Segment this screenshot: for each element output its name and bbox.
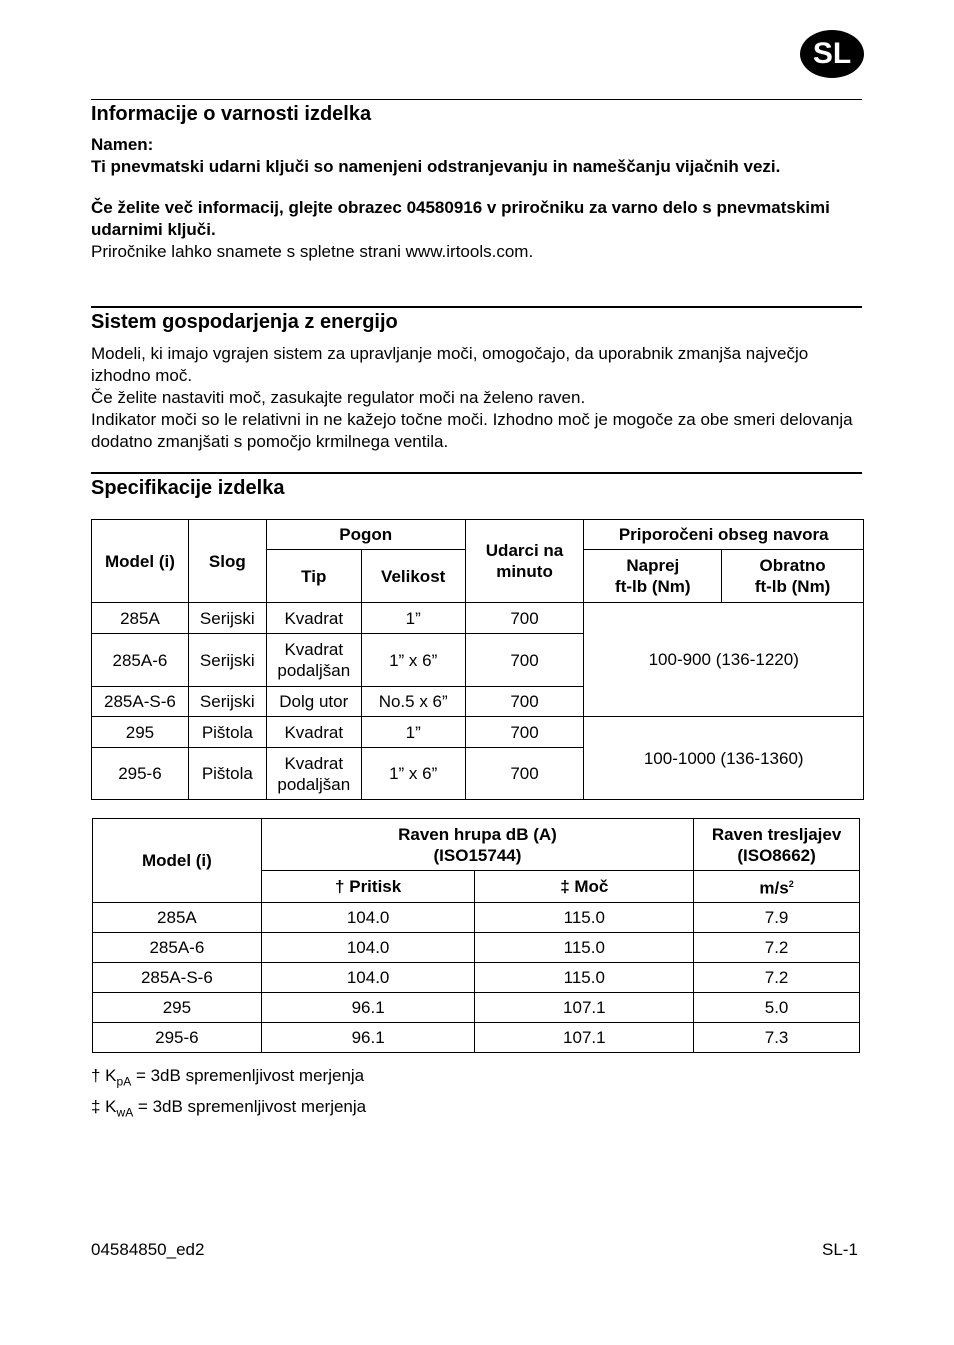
table-row: [92, 717, 864, 748]
cell-slog: Serijski: [188, 687, 266, 717]
energy-paragraph-3: Indikator moči so le relativni in ne kažejo točne moči. Izhodno moč je mogoče za obe smeri delovanja dodatno zmanjšati s pomočjo krmilnega ventila.: [91, 410, 853, 451]
cell-udarci: 700: [465, 603, 584, 634]
cell-model: 285A-6: [92, 634, 189, 687]
energy-section: [91, 343, 866, 453]
cell-velikost: 1” x 6”: [361, 634, 465, 687]
spec-table: [91, 519, 864, 800]
cell-tip: Kvadrat podaljšan: [266, 634, 361, 687]
cell-pressure: 96.1: [261, 993, 475, 1023]
footnotes: [91, 1063, 366, 1126]
cell-vibration: 7.3: [694, 1023, 860, 1053]
header-velikost: Velikost: [361, 550, 465, 603]
cell-model: 295-6: [92, 748, 189, 800]
spec-heading: Specifikacije izdelka: [91, 477, 285, 499]
table-row: [93, 993, 860, 1023]
section-divider: [91, 306, 862, 308]
cell-model: 295: [92, 717, 189, 748]
cell-model: 285A: [92, 603, 189, 634]
cell-udarci: 700: [465, 717, 584, 748]
noise-table: [92, 818, 860, 1053]
namen-text: Ti pnevmatski udarni ključi so namenjeni odstranjevanju in nameščanju vijačnih vezi.: [91, 157, 781, 176]
info-bold-text: Če želite več informacij, glejte obrazec 04580916 v priročniku za varno delo s pnevmatskimi udarnimi ključi.: [91, 198, 830, 239]
cell-vibration: 7.2: [694, 963, 860, 993]
cell-model: 285A-S-6: [93, 963, 262, 993]
cell-model: 285A-S-6: [92, 687, 189, 717]
cell-model: 285A-6: [93, 933, 262, 963]
cell-slog: Pištola: [188, 717, 266, 748]
section-divider: [91, 472, 862, 474]
header-slog: Slog: [188, 520, 266, 603]
cell-slog: Pištola: [188, 748, 266, 800]
cell-tip: Dolg utor: [266, 687, 361, 717]
cell-udarci: 700: [465, 634, 584, 687]
header-model: Model (i): [92, 520, 189, 603]
language-badge: SL: [800, 30, 864, 78]
table-row: [93, 933, 860, 963]
header-power: ‡ Moč: [475, 871, 694, 903]
cell-udarci: 700: [465, 748, 584, 800]
header-tip: Tip: [266, 550, 361, 603]
cell-pressure: 96.1: [261, 1023, 475, 1053]
cell-power: 115.0: [475, 963, 694, 993]
footnote-pressure: † $K_{pA} = 3dB$ spremenljivost merjenja: [91, 1066, 365, 1089]
table-row: [93, 963, 860, 993]
table-row: [93, 903, 860, 933]
top-divider: [91, 99, 862, 100]
cell-model: 295: [93, 993, 262, 1023]
page-number: SL-1: [822, 1240, 858, 1259]
safety-heading: Informacije o varnosti izdelka: [91, 103, 372, 125]
header-udarci: Udarci na minuto: [465, 520, 584, 603]
cell-pressure: 104.0: [261, 903, 475, 933]
document-id: 04584850_ed2: [91, 1240, 205, 1259]
cell-velikost: 1”: [361, 603, 465, 634]
cell-tip: Kvadrat: [266, 717, 361, 748]
footnote-power: ‡ $K_{wA} = 3dB$ spremenljivost merjenja: [91, 1097, 367, 1120]
cell-model: 295-6: [93, 1023, 262, 1053]
cell-vibration: 7.2: [694, 933, 860, 963]
cell-velikost: 1” x 6”: [361, 748, 465, 800]
cell-torque-group-2: 100-1000 (136-1360): [584, 717, 864, 800]
energy-paragraph-2: Če želite nastaviti moč, zasukajte regulator moči na želeno raven.: [91, 388, 586, 407]
header-naprej: Naprej ft-lb (Nm): [584, 550, 722, 603]
cell-pressure: 104.0: [261, 933, 475, 963]
cell-slog: Serijski: [188, 634, 266, 687]
namen-label: Namen:: [91, 135, 154, 154]
cell-velikost: 1”: [361, 717, 465, 748]
cell-power: 115.0: [475, 933, 694, 963]
header-vibration-level: Raven tresljajev (ISO8662): [694, 819, 860, 871]
cell-tip: Kvadrat: [266, 603, 361, 634]
header-noise-level: Raven hrupa dB (A) (ISO15744): [261, 819, 693, 871]
info-plain-text: Priročnike lahko snamete s spletne strani www.irtools.com.: [91, 242, 534, 261]
cell-model: 285A: [93, 903, 262, 933]
header-pressure: † Pritisk: [261, 871, 475, 903]
cell-vibration: 5.0: [694, 993, 860, 1023]
table-row: [92, 603, 864, 634]
cell-slog: Serijski: [188, 603, 266, 634]
header-obratno: Obratno ft-lb (Nm): [722, 550, 864, 603]
safety-section: [91, 134, 866, 263]
header-unit: $m/s^2$: [694, 871, 860, 903]
header-pogon: Pogon: [266, 520, 465, 550]
table-row: [93, 1023, 860, 1053]
header-navor: Priporočeni obseg navora: [584, 520, 864, 550]
cell-power: 107.1: [475, 993, 694, 1023]
cell-torque-group-1: 100-900 (136-1220): [584, 603, 864, 717]
cell-velikost: No.5 x 6”: [361, 687, 465, 717]
energy-paragraph-1: Modeli, ki imajo vgrajen sistem za upravljanje moči, omogočajo, da uporabnik zmanjša največjo izhodno moč.: [91, 344, 809, 385]
cell-udarci: 700: [465, 687, 584, 717]
cell-vibration: 7.9: [694, 903, 860, 933]
cell-tip: Kvadrat podaljšan: [266, 748, 361, 800]
header-model: Model (i): [93, 819, 262, 903]
cell-power: 115.0: [475, 903, 694, 933]
cell-pressure: 104.0: [261, 963, 475, 993]
cell-power: 107.1: [475, 1023, 694, 1053]
energy-heading: Sistem gospodarjenja z energijo: [91, 311, 398, 333]
